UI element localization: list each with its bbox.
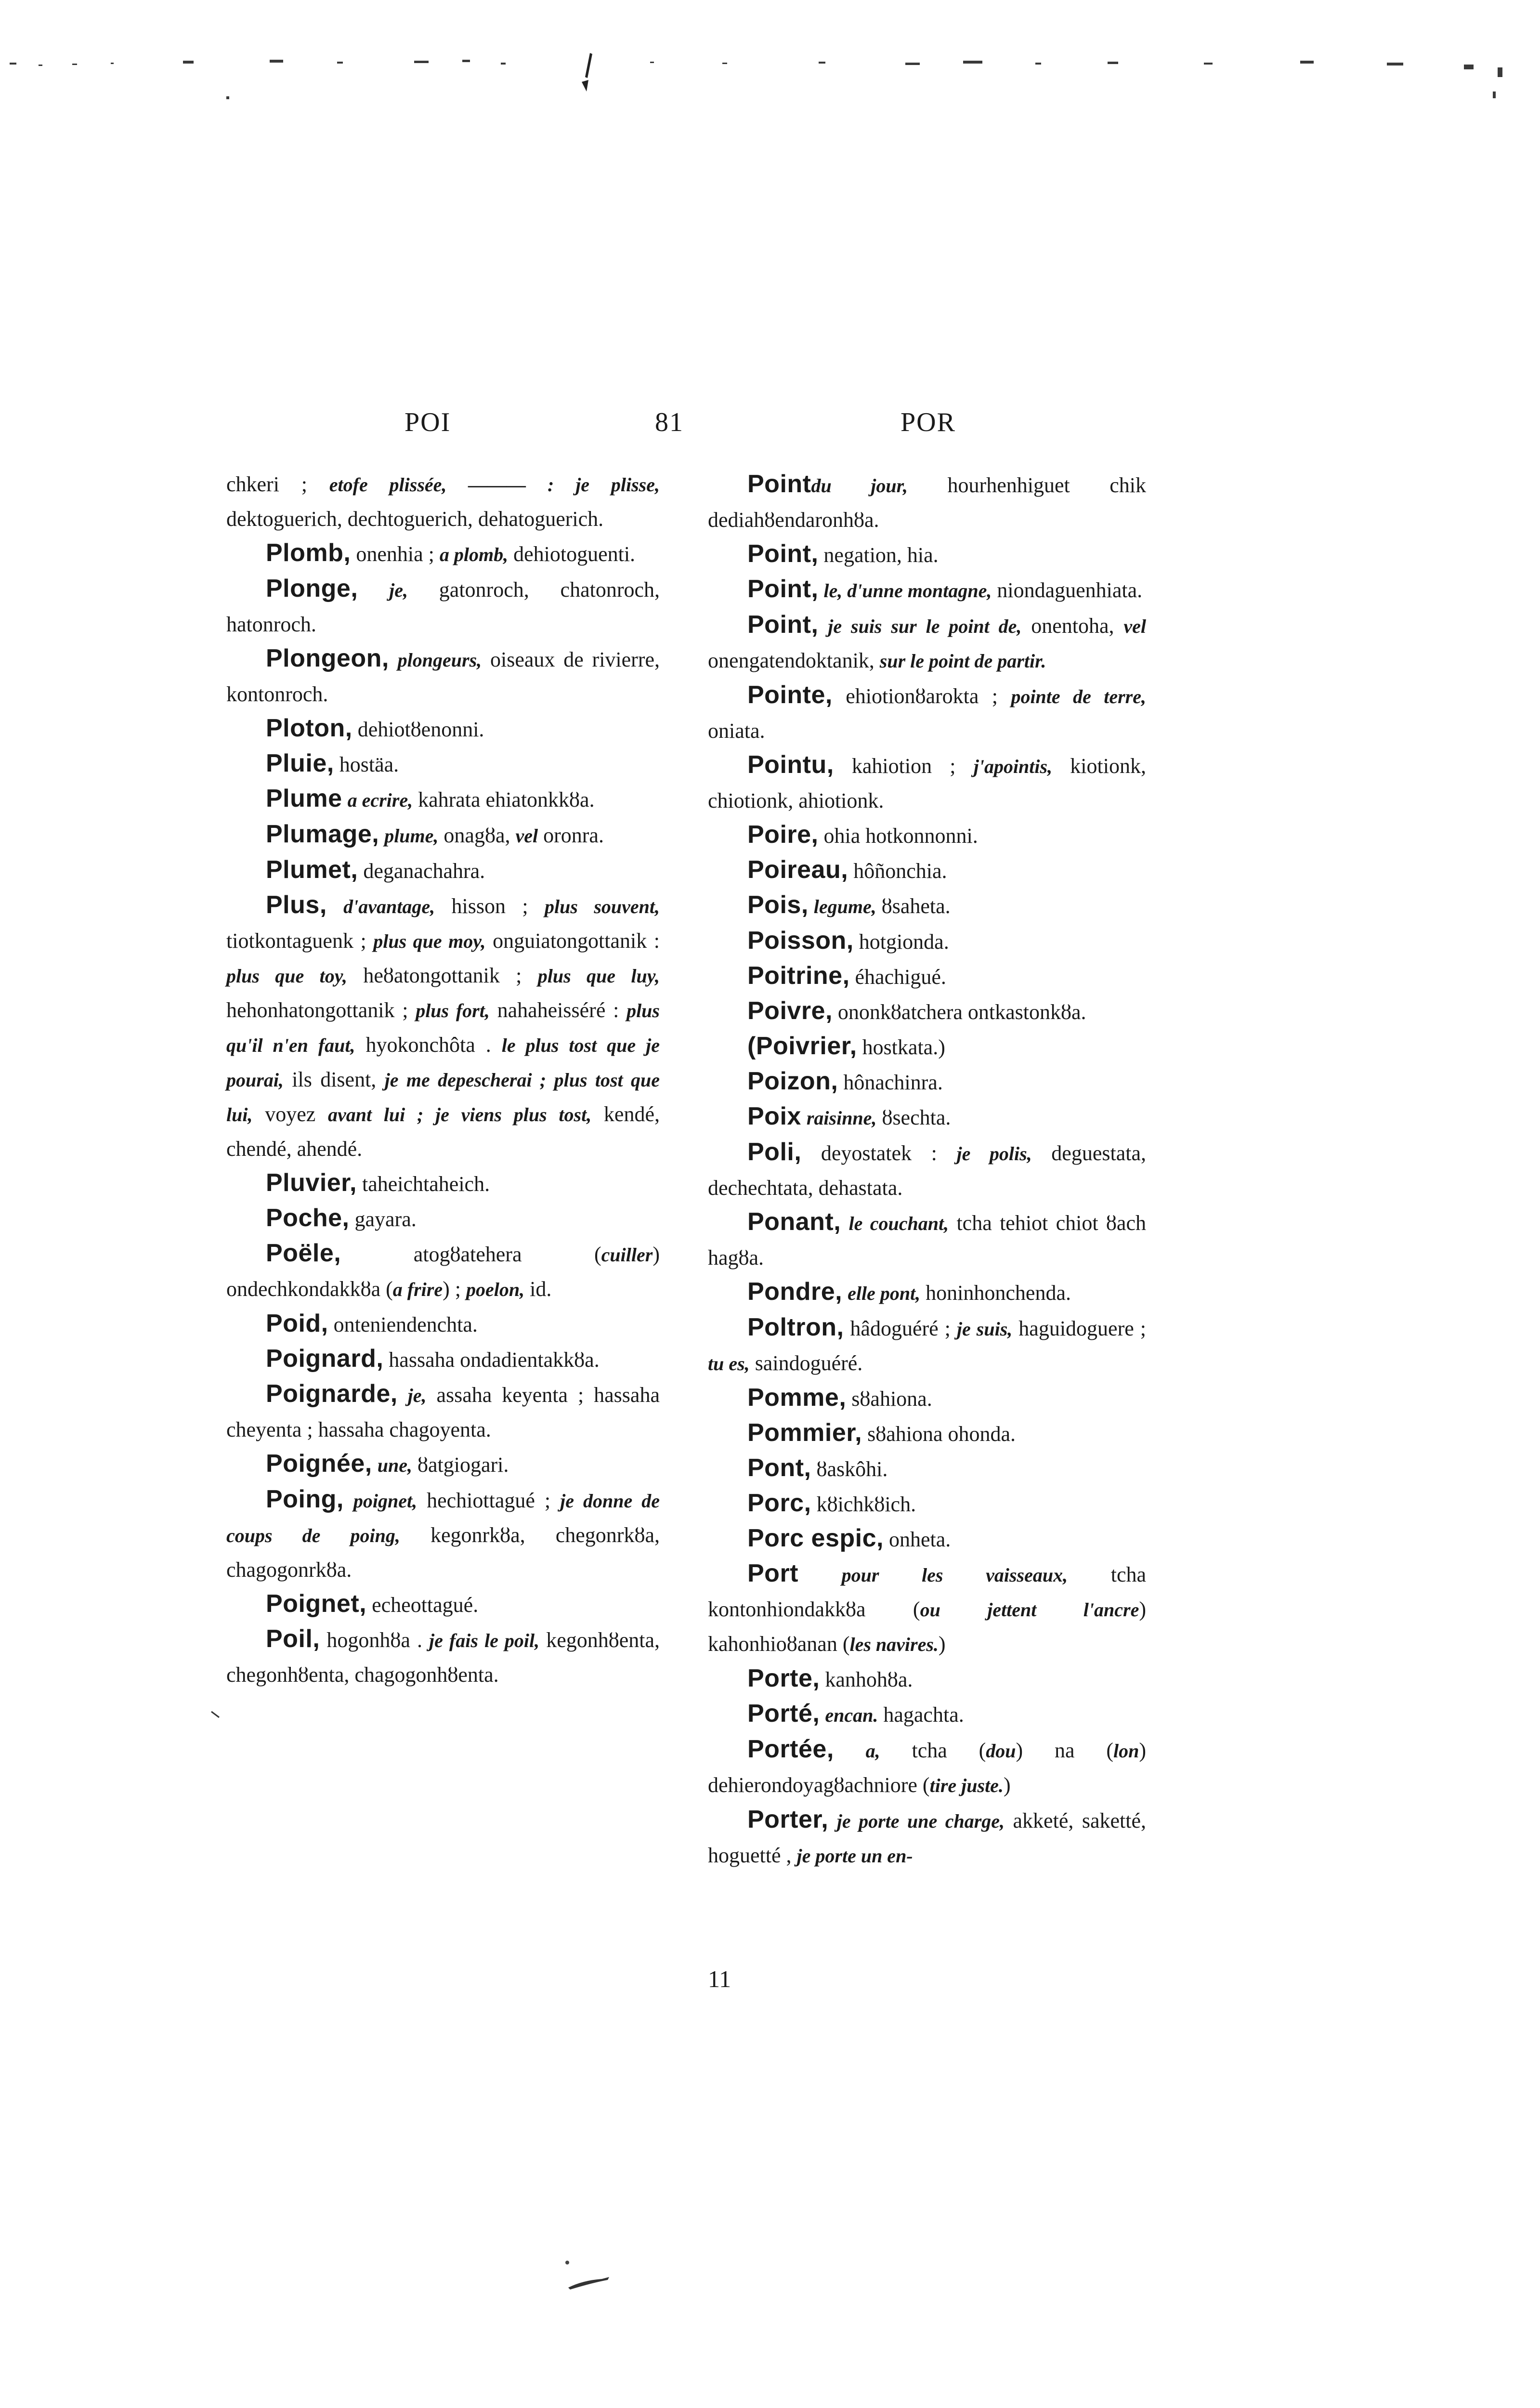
entry-headword: Poid, <box>266 1309 328 1337</box>
huron-text: haguidoguere ; <box>1012 1317 1147 1340</box>
dictionary-entry <box>226 1447 660 1482</box>
dictionary-entry <box>226 782 660 817</box>
entry-headword: Port <box>747 1559 798 1587</box>
huron-text: kiotionk, chiotionk, ahiotionk. <box>708 754 1146 812</box>
huron-text: taheichtaheich. <box>357 1172 490 1196</box>
huron-text: ȣatgiogari. <box>412 1453 509 1477</box>
french-gloss: je, <box>389 579 408 601</box>
huron-text <box>841 1211 848 1235</box>
entry-headword: Pointu, <box>747 751 834 779</box>
huron-text <box>798 1563 842 1586</box>
huron-text: dektoguerich, dechtoguerich, dehatoguerich. <box>226 507 604 531</box>
french-gloss: avant lui ; je viens plus tost, <box>327 1104 592 1125</box>
french-gloss: a frire <box>392 1279 443 1300</box>
french-gloss: je suis, <box>956 1318 1013 1340</box>
huron-text: ȣaskôhi. <box>811 1457 888 1481</box>
dictionary-entry <box>226 1622 660 1692</box>
french-gloss: poignet, <box>353 1490 418 1512</box>
french-gloss: plus que toy, <box>226 965 347 987</box>
huron-text: onagȣa, <box>438 824 516 847</box>
entry-headword: Portée, <box>747 1735 834 1763</box>
entry-headword: Pluvier, <box>266 1169 357 1197</box>
huron-text: deganachahra. <box>358 859 485 883</box>
entry-headword: Poignard, <box>266 1345 384 1373</box>
entry-headword: Ploton, <box>266 714 352 742</box>
dictionary-entry <box>708 1381 1146 1416</box>
french-gloss: encan. <box>825 1704 878 1726</box>
french-gloss: a, <box>865 1740 880 1762</box>
huron-text: tcha ( <box>880 1739 986 1762</box>
french-gloss: je, <box>407 1385 427 1406</box>
entry-headword: Poire, <box>747 821 819 849</box>
entry-headword: Poignet, <box>266 1590 367 1618</box>
huron-text: oiseaux de rivierre, kontonroch. <box>226 648 660 706</box>
entry-headword: Poignée, <box>266 1450 372 1478</box>
huron-text: gayara. <box>349 1207 417 1231</box>
entry-headword: Poignarde, <box>266 1380 398 1408</box>
dictionary-entry <box>708 959 1146 994</box>
french-gloss: tu es, <box>708 1353 750 1374</box>
huron-text: hisson ; <box>435 894 545 918</box>
french-gloss: plus que moy, <box>373 930 486 952</box>
entry-headword: Poix <box>747 1102 801 1130</box>
french-gloss: raisinne, <box>806 1107 877 1129</box>
entry-headword: Plonge, <box>266 575 358 602</box>
entry-headword: Pont, <box>747 1454 811 1482</box>
entry-headword: Pluie, <box>266 749 334 777</box>
huron-text: honinhonchenda. <box>920 1281 1071 1305</box>
french-gloss: plongeurs, <box>397 649 482 671</box>
huron-text <box>327 894 343 918</box>
huron-text: onengatendoktanik, <box>708 649 880 672</box>
huron-text: deyostatek : <box>801 1141 957 1165</box>
huron-text: kendé, chendé, ahendé. <box>226 1102 660 1161</box>
french-gloss: plus que luy, <box>537 965 660 987</box>
french-gloss: cuiller <box>601 1244 653 1266</box>
huron-text <box>834 1739 866 1762</box>
huron-text: hotgionda. <box>853 930 949 954</box>
huron-text: ) dehierondoyagȣachniore ( <box>708 1739 1147 1797</box>
huron-text: ) <box>938 1632 946 1656</box>
dictionary-entry <box>226 1236 660 1307</box>
entry-headword: Poivre, <box>747 997 833 1025</box>
french-gloss: a ecrire, <box>347 789 413 811</box>
french-gloss: une, <box>377 1454 412 1476</box>
dictionary-entry <box>708 1205 1146 1275</box>
dictionary-entry <box>708 888 1146 924</box>
dictionary-entry <box>708 1135 1146 1205</box>
huron-text: hehonhatongottanik ; <box>226 998 416 1022</box>
ink-dot <box>209 1710 224 1724</box>
page-number: 81 <box>655 407 684 437</box>
dictionary-entry <box>226 1307 660 1342</box>
huron-text: oniata. <box>708 719 765 743</box>
huron-text: ) kahonhioȣanan ( <box>708 1597 1146 1656</box>
dictionary-entry <box>708 1697 1146 1732</box>
french-gloss: legume, <box>813 896 876 917</box>
entry-headword: Pommier, <box>747 1419 862 1447</box>
french-gloss: je suis sur le point de, <box>828 615 1022 637</box>
huron-text: voyez <box>252 1102 328 1126</box>
entry-headword: Point, <box>747 611 819 639</box>
huron-text: kahrata ehiatonkkȣa. <box>413 788 595 811</box>
huron-text: id. <box>524 1277 552 1301</box>
huron-text: ononkȣatchera ontkastonkȣa. <box>832 1000 1086 1024</box>
huron-text: hostkata.) <box>857 1035 945 1059</box>
huron-text: hogonhȣa . <box>320 1628 429 1652</box>
french-gloss: d'avantage, <box>343 896 435 917</box>
huron-text <box>342 788 348 811</box>
dictionary-entry <box>226 641 660 711</box>
dictionary-entry <box>708 1732 1146 1803</box>
huron-text: hônachinra. <box>838 1071 943 1094</box>
entry-headword: Plus, <box>266 891 327 919</box>
entry-headword: Poisson, <box>747 927 854 955</box>
running-head-left: POI <box>405 407 451 437</box>
french-gloss: ou jettent l'ancre <box>920 1599 1139 1621</box>
entry-headword: Porter, <box>747 1806 829 1833</box>
french-gloss: lon <box>1113 1740 1139 1762</box>
french-gloss: poelon, <box>466 1279 525 1300</box>
huron-text <box>372 1453 378 1477</box>
huron-text: heȣatongottanik ; <box>347 964 538 987</box>
huron-text: ) <box>1003 1773 1011 1797</box>
dictionary-entry <box>226 888 660 1166</box>
huron-text <box>358 578 389 602</box>
huron-text <box>818 614 828 638</box>
huron-text: hôñonchia. <box>848 859 947 883</box>
huron-text: onenhia ; <box>351 542 440 566</box>
huron-text: hourhenhiguet chik dediahȣendaronhȣa. <box>708 473 1146 532</box>
huron-text: akketé, saketté, hoguetté , <box>708 1809 1146 1867</box>
huron-text: saindoguéré. <box>749 1351 863 1375</box>
huron-text <box>344 1489 353 1512</box>
entry-headword: Plumage, <box>266 820 379 848</box>
french-gloss: je donne de coups de poing, <box>226 1490 660 1546</box>
right-column <box>708 467 1146 1873</box>
french-gloss: plus fort, <box>416 1000 490 1021</box>
huron-text <box>842 1281 848 1305</box>
french-gloss: je porte un en- <box>796 1845 913 1867</box>
huron-text: assaha keyenta ; hassaha cheyenta ; hassaha chagoyenta. <box>226 1383 660 1441</box>
dictionary-entry <box>708 1275 1146 1310</box>
huron-text: hagachta. <box>878 1703 964 1727</box>
huron-text: tiotkontaguenk ; <box>226 929 374 953</box>
entry-headword: Poche, <box>266 1204 350 1232</box>
huron-text: niondaguenhiata. <box>992 578 1143 602</box>
huron-text <box>398 1383 408 1407</box>
huron-text: dehiotoguenti. <box>508 542 636 566</box>
french-gloss: plus qu'il n'en faut, <box>226 1000 660 1056</box>
huron-text <box>828 1809 836 1832</box>
huron-text: negation, hia. <box>818 543 939 567</box>
dictionary-entry <box>708 1486 1146 1521</box>
huron-text <box>379 824 384 847</box>
dictionary-entry <box>708 1064 1146 1099</box>
huron-text: sȣahiona. <box>846 1387 932 1411</box>
huron-text: kahiotion ; <box>834 754 974 778</box>
dictionary-entry <box>226 1377 660 1447</box>
french-gloss: je porte une charge, <box>836 1810 1005 1832</box>
dictionary-entry <box>708 1451 1146 1486</box>
huron-text: atogȣatehera ( <box>341 1243 601 1266</box>
dictionary-entry <box>226 572 660 641</box>
dictionary-entry <box>708 994 1146 1029</box>
huron-text: echeottagué. <box>366 1593 479 1617</box>
dictionary-entry <box>226 746 660 782</box>
dictionary-entry <box>708 1416 1146 1451</box>
french-gloss: sur le point de partir. <box>879 650 1046 672</box>
french-gloss: pour les vaisseaux, <box>841 1564 1068 1586</box>
huron-text: ) ondechkondakkȣa ( <box>226 1243 660 1301</box>
entry-headword: Plume <box>266 785 342 812</box>
entry-headword: Point, <box>747 540 819 568</box>
french-gloss: le couchant, <box>848 1213 949 1234</box>
huron-text: onteniendenchta. <box>328 1313 478 1336</box>
french-gloss: le, d'unne montagne, <box>823 580 992 602</box>
huron-text: onheta. <box>883 1528 951 1551</box>
french-gloss: je fais le poil, <box>429 1630 540 1651</box>
dictionary-entry <box>226 1342 660 1377</box>
scan-noise-top <box>0 48 1540 125</box>
huron-text: chkeri ; <box>226 472 329 496</box>
entry-headword: Poil, <box>266 1625 320 1653</box>
entry-headword: Poitrine, <box>747 962 850 990</box>
entry-headword: Poing, <box>266 1485 344 1513</box>
french-gloss: vel <box>1123 615 1146 637</box>
huron-text: ȣsaheta. <box>876 894 951 918</box>
dictionary-entry <box>708 467 1146 537</box>
french-gloss: etofe plissée, ——— : je plisse, <box>329 474 660 496</box>
huron-text <box>801 1106 807 1129</box>
huron-text: nahaheisséré : <box>489 998 627 1022</box>
french-gloss: a plomb, <box>439 544 509 565</box>
french-gloss: tire juste. <box>929 1775 1004 1796</box>
huron-text: tcha tehiot chiot ȣach hagȣa. <box>708 1211 1146 1269</box>
left-column <box>226 467 660 1692</box>
entry-headword: Porc, <box>747 1489 811 1517</box>
huron-text: dehiotȣenonni. <box>352 718 484 741</box>
french-gloss: je polis, <box>956 1143 1032 1165</box>
huron-text: kanhohȣa. <box>820 1668 913 1691</box>
entry-headword: Poizon, <box>747 1067 838 1095</box>
dictionary-entry <box>708 608 1146 678</box>
dictionary-entry <box>708 1803 1146 1873</box>
entry-headword: Plomb, <box>266 539 351 567</box>
dictionary-entry <box>226 1587 660 1622</box>
huron-text: ) ; <box>443 1277 466 1301</box>
french-gloss: j'apointis, <box>973 756 1053 777</box>
dictionary-entry <box>708 1310 1146 1381</box>
dictionary-entry <box>708 1662 1146 1697</box>
dictionary-entry <box>708 537 1146 572</box>
entry-headword: Point <box>747 470 811 498</box>
dictionary-entry <box>226 853 660 888</box>
huron-text: kȣichkȣich. <box>811 1492 916 1516</box>
french-gloss: vel <box>515 825 538 847</box>
entry-headword: Pois, <box>747 891 809 919</box>
huron-text: ) na ( <box>1016 1739 1113 1762</box>
dictionary-entry <box>226 1166 660 1201</box>
dictionary-entry <box>708 678 1146 748</box>
entry-headword: Poële, <box>266 1239 341 1267</box>
entry-headword: Porte, <box>747 1664 820 1692</box>
huron-text: kegonrkȣa, chegonrkȣa, chagogonrkȣa. <box>226 1523 660 1582</box>
running-head-right: POR <box>901 407 956 437</box>
huron-text: éhachigué. <box>849 965 946 989</box>
huron-text: hyokonchôta . <box>355 1033 502 1057</box>
french-gloss: du jour, <box>811 475 908 497</box>
entry-headword: Poltron, <box>747 1313 844 1341</box>
huron-text: gatonroch, chatonroch, hatonroch. <box>226 578 660 636</box>
huron-text: hechiottagué ; <box>417 1489 561 1512</box>
dictionary-entry <box>708 572 1146 608</box>
entry-headword: Porté, <box>747 1700 820 1727</box>
entry-headword: Pomme, <box>747 1384 847 1412</box>
huron-text: ȣsechta. <box>876 1106 951 1129</box>
huron-text <box>809 894 814 918</box>
huron-text <box>820 1703 825 1727</box>
huron-text: hâdoguéré ; <box>844 1317 957 1340</box>
dictionary-entry <box>226 467 660 536</box>
dictionary-entry <box>226 817 660 853</box>
dictionary-entry <box>708 853 1146 888</box>
french-gloss: pointe de terre, <box>1011 686 1146 707</box>
huron-text: kegonhȣenta, chegonhȣenta, chagogonhȣenta. <box>226 1628 660 1687</box>
huron-text: deguestata, dechechtata, dehastata. <box>708 1141 1146 1200</box>
huron-text: onguiatongottanik : <box>485 929 660 953</box>
dictionary-entry <box>708 1557 1146 1662</box>
huron-text: sȣahiona ohonda. <box>862 1422 1016 1446</box>
huron-text: ehiotionȣarokta ; <box>832 684 1011 708</box>
entry-headword: Poireau, <box>747 856 848 884</box>
dictionary-entry <box>226 711 660 746</box>
huron-text: onentoha, <box>1021 614 1124 638</box>
dictionary-entry <box>708 818 1146 853</box>
huron-text <box>389 648 398 671</box>
huron-text: oronra. <box>538 824 604 847</box>
entry-headword: (Poivrier, <box>747 1032 857 1060</box>
french-gloss: le plus tost que je pourai, <box>226 1034 660 1091</box>
huron-text <box>818 578 823 602</box>
ink-speck <box>563 2259 621 2297</box>
signature-mark: 11 <box>708 1965 731 1992</box>
french-gloss: je me depescherai ; plus tost que lui, <box>226 1069 660 1125</box>
huron-text: ils disent, <box>283 1068 385 1091</box>
french-gloss: plus souvent, <box>545 896 660 917</box>
french-gloss: plume, <box>384 825 439 847</box>
entry-headword: Plumet, <box>266 856 358 884</box>
dictionary-entry <box>226 1482 660 1587</box>
entry-headword: Point, <box>747 575 819 603</box>
dictionary-entry <box>226 536 660 572</box>
entry-headword: Plongeon, <box>266 644 389 672</box>
french-gloss: les navires. <box>849 1634 939 1655</box>
entry-headword: Pondre, <box>747 1278 843 1306</box>
french-gloss: dou <box>986 1740 1016 1762</box>
entry-headword: Porc espic, <box>747 1524 884 1552</box>
huron-text: hassaha ondadientakkȣa. <box>383 1348 600 1372</box>
entry-headword: Poli, <box>747 1138 802 1166</box>
huron-text: hostäa. <box>334 753 399 776</box>
dictionary-entry <box>708 1521 1146 1557</box>
entry-headword: Ponant, <box>747 1208 841 1236</box>
huron-text: tcha kontonhiondakkȣa ( <box>708 1563 1147 1621</box>
dictionary-entry <box>708 1029 1146 1064</box>
dictionary-entry <box>708 748 1146 818</box>
dictionary-entry <box>226 1201 660 1236</box>
dictionary-entry <box>708 924 1146 959</box>
french-gloss: elle pont, <box>848 1283 921 1304</box>
running-head <box>337 407 963 445</box>
huron-text: ohia hotkonnonni. <box>818 824 978 848</box>
dictionary-entry <box>708 1099 1146 1135</box>
entry-headword: Pointe, <box>747 681 833 709</box>
